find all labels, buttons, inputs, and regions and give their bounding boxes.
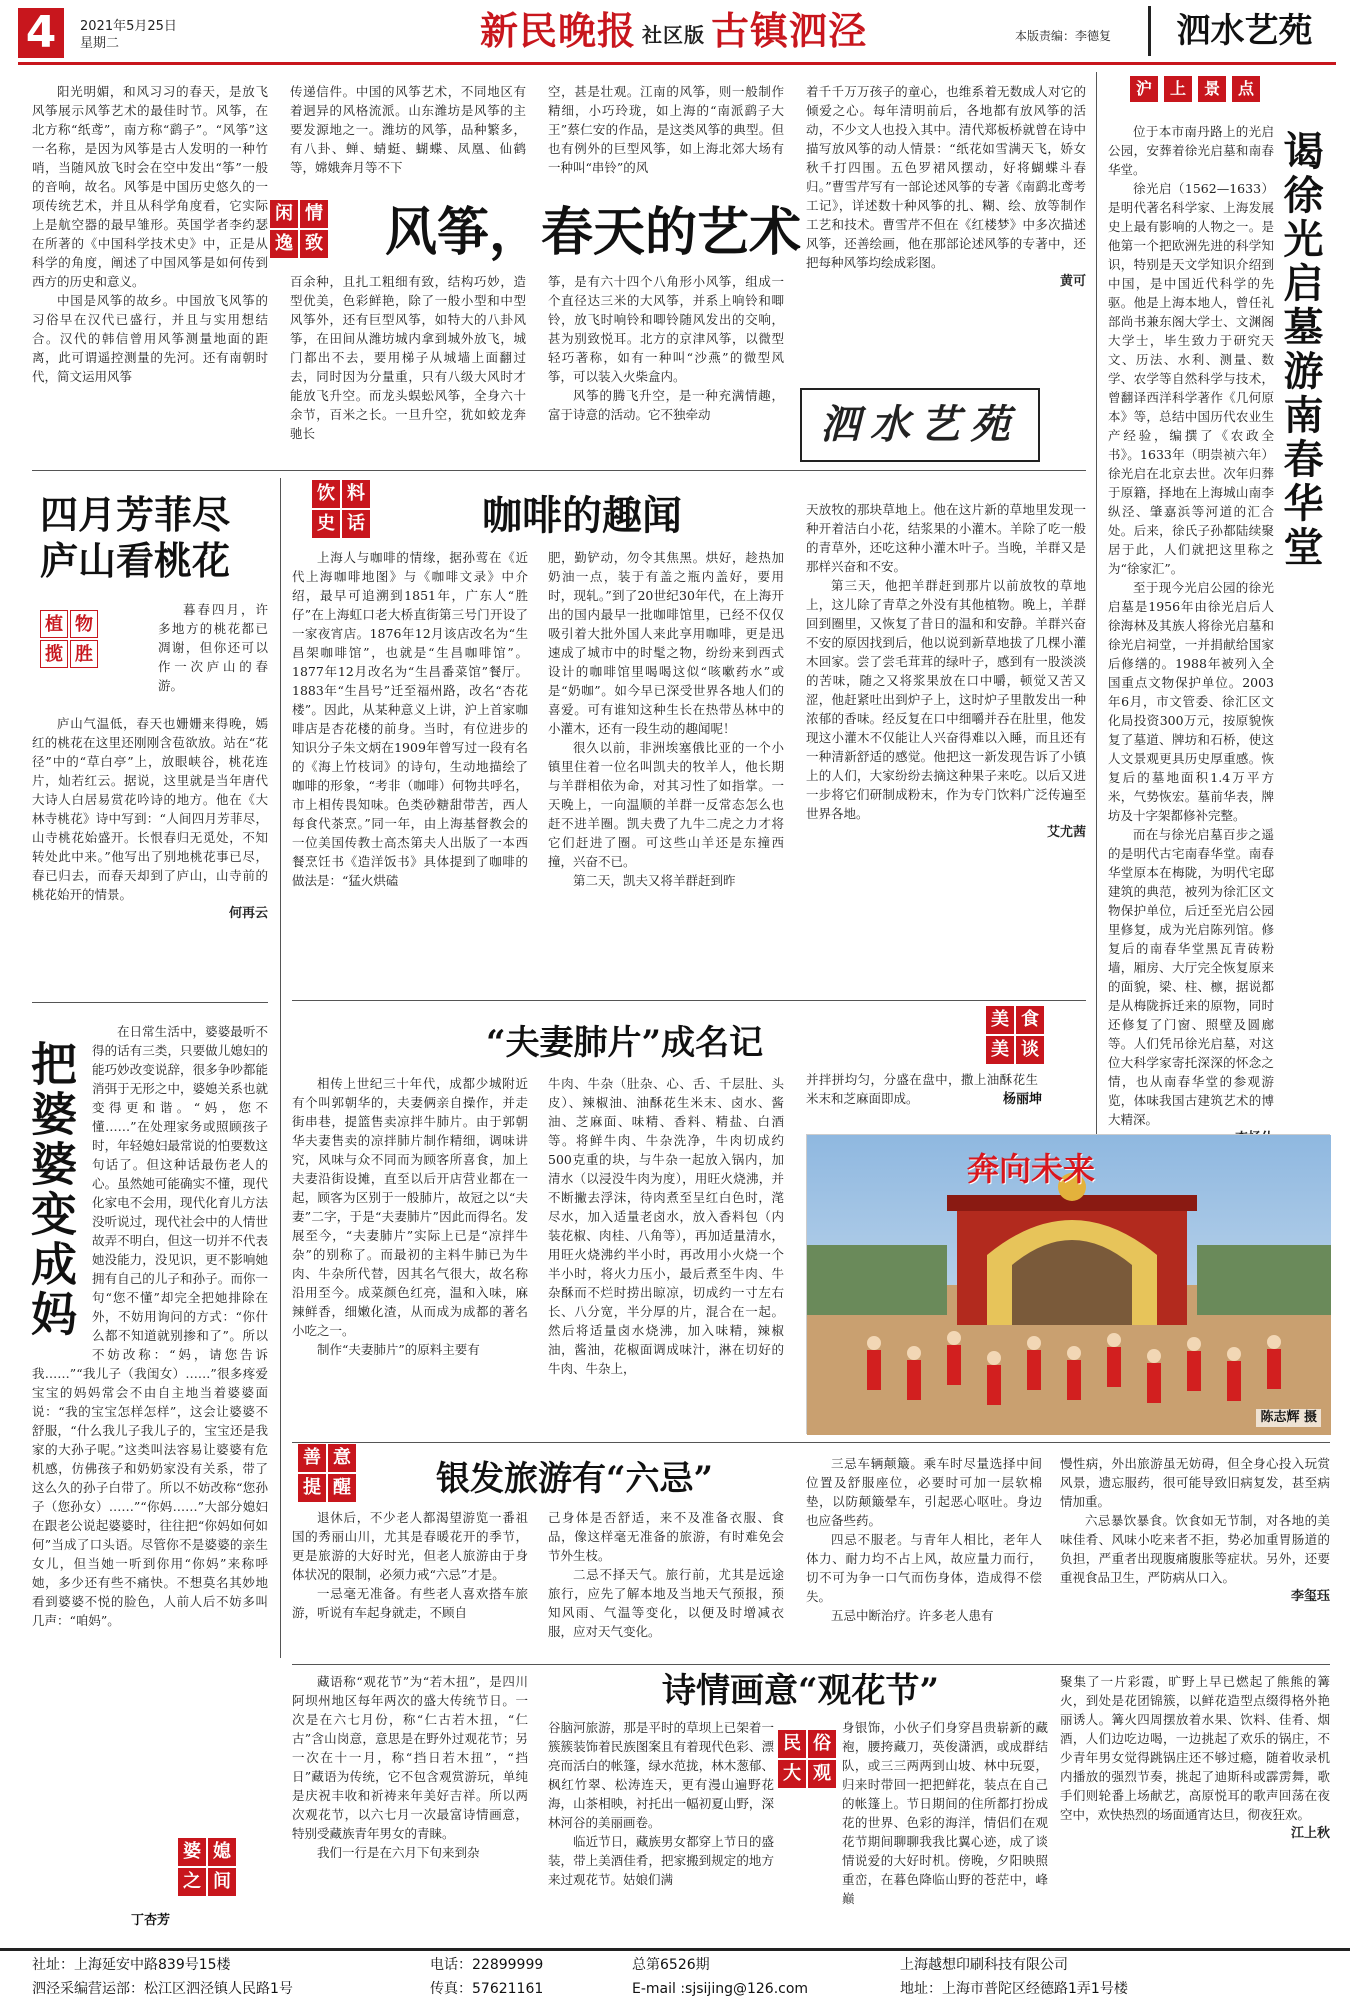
couple-col1	[292, 1074, 528, 1414]
tag-char: 美	[986, 1006, 1014, 1034]
tag-char: 意	[328, 1444, 356, 1472]
tag-char: 胜	[70, 640, 98, 668]
tag-char: 闲	[270, 200, 298, 228]
kite-col4	[806, 82, 1086, 382]
silver-para: 三忌车辆颠簸。乘车时尽量选择中间位置及舒服座位，必要时可加一层软棉垫，以防颠簸晕车，引起恶心呕吐。身边也应备些药。	[806, 1456, 1042, 1528]
footer-printer: 上海越想印刷科技有限公司	[900, 1957, 1068, 1973]
peach-title	[40, 492, 270, 584]
peach-body	[32, 714, 268, 994]
tag-char: 食	[1016, 1006, 1044, 1034]
tag-char: 逸	[270, 230, 298, 258]
tag-char: 谈	[1016, 1036, 1044, 1064]
divider	[32, 470, 1086, 471]
tag-char: 间	[208, 1868, 236, 1896]
tag-char: 饮	[312, 480, 340, 508]
flower-tag	[778, 1730, 836, 1788]
footer-address: 社址：上海延安中路839号15楼	[32, 1957, 231, 1973]
kite-col2a	[290, 82, 526, 175]
couple-para: 制作“夫妻肺片”的原料主要有	[317, 1342, 480, 1357]
tag-char: 俗	[808, 1730, 836, 1758]
tag-char: 情	[300, 200, 328, 228]
tag-char: 民	[778, 1730, 806, 1758]
silver-col4	[1060, 1454, 1330, 1658]
mil-tag	[178, 1838, 236, 1896]
footer-issue: 总第6526期	[632, 1957, 710, 1973]
kite-para: 传递信件。中国的风筝艺术，不同地区有着迥异的风格流派。山东潍坊是风筝的主要发源地之一。潍坊的风筝，品种繁多，有八卦、蝉、蜻蜓、蝴蝶、凤凰、仙鹤等，嫦娥奔月等不下	[290, 84, 526, 175]
flower-col2	[548, 1718, 774, 1942]
peach-title-line2: 庐山看桃花	[40, 538, 231, 583]
kite-para: 阳光明媚，和风习习的春天，是放飞风筝展示风筝艺术的最佳时节。风筝，在北方称“纸鸢”，南方称“鹞子”。“风筝”这一名称，是因为风筝是古人发明的一种竹哨，当随风放飞时会在空中发出“筝”一般的音响，故名。风筝是中国历史悠久的一项传统艺术，并且从科学角度看，它实际上是航空器的最早雏形。英国学者李约瑟在所著的《中国科学技术史》中，正是从科学的角度，阐述了中国风筝是如何传到西方的历史和意义。	[32, 84, 268, 289]
tag-char: 醒	[328, 1474, 356, 1502]
tag-char: 提	[298, 1474, 326, 1502]
section-stamp: 泗水艺苑	[800, 388, 1040, 462]
kite-para: 筝，是有六十四个八角形小风筝，组成一个直径达三米的大风筝，并系上响铃和唧铃，放飞时响铃和唧铃随风发出的交响，甚为别致悦耳。北方的京津风筝，以微型轻巧著称，如有一种叫“沙燕”的微型风筝，可以装入火柴盒内。	[548, 274, 784, 384]
silver-title: 银发旅游有“六忌”	[436, 1459, 714, 1499]
tomb-para: 徐光启（1562—1633）是明代著名科学家、上海发展史上最有影响的人物之一。是他第一个把欧洲先进的科学知识，特别是天文学知识介绍到中国，是中国近代科学的先驱。他是上海本地人，曾任礼部尚书兼东阁大学士、文渊阁大学士，毕生致力于研究天文、历法、水利、测量、数学、农学等自然科学与技术，曾翻译西洋科学著作《几何原本》等，总结中国历代农业生产经验，编撰了《农政全书》。1633年（明崇祯六年）徐光启在北京去世。次年归葬于原籍，择地在上海城山南李纵泾、肇嘉浜等河道的汇合处。后来，徐氏子孙都陆续聚居于此，人们就把这里称之为“徐家汇”。	[1108, 181, 1274, 576]
coffee-para: 肥，勤铲动，勿令其焦黑。烘好，趁热加奶油一点，装于有盖之瓶内盖好，要用时，现轧。”到了20世纪30年代，在上海开出的国内最早一批咖啡馆里，已经不仅仅吸引着大批外国人来此享用咖啡，更是迅速成了城市中的时髦之物，纷纷来到西式设计的咖啡馆里喝喝这似“咳嗽药水”或是“奶咖”。如今早已深受世界各地人们的喜爱。可有谁知这种生长在热带丛林中的小灌木，还有一段生动的趣闻呢！	[548, 550, 784, 736]
issue-date	[80, 18, 177, 52]
kite-col1	[32, 82, 268, 462]
tag-char: 美	[986, 1036, 1014, 1064]
couple-para: 并拌拼均匀，分盛在盘中，撒上油酥花生米末和芝麻面即成。	[806, 1072, 1038, 1106]
peach-para: 暮春四月，许多地方的桃花都已凋谢，但你还可以作一次庐山的春游。	[158, 602, 268, 693]
divider	[292, 1664, 1330, 1665]
kite-para: 中国是风筝的故乡。中国放飞风筝的习俗早在汉代已盛行，并且与实用想结合。汉代的韩信曾用风筝测量地面的距离，此可谓遥控测量的先河。还有南朝时代，简文运用风筝	[32, 293, 268, 384]
kite-col2b	[290, 272, 526, 462]
silver-para: 慢性病，外出旅游虽无妨碍，但全身心投入玩赏风景，遗忘服药，很可能导致旧病复发，甚至病情加重。	[1060, 1456, 1330, 1509]
chip-char: 点	[1232, 76, 1260, 102]
kite-tag	[270, 200, 328, 258]
couple-col2	[548, 1074, 784, 1414]
footer	[0, 1948, 1350, 2001]
couple-tag	[986, 1006, 1044, 1064]
edition-label: 社区版	[642, 22, 706, 47]
tag-char: 话	[342, 510, 370, 538]
silver-col3	[806, 1454, 1042, 1658]
couple-para: 相传上世纪三十年代，成都少城附近有个叫郭朝华的，夫妻俩亲自操作，并走街串巷，提篮售卖凉拌牛肺片。由于郭朝华夫妻售卖的凉拌肺片制作精细，调味讲究，风味与众不同而为顾客所喜食，加上夫妻沿街设摊，直至以后开店营业都在一起，顾客为区别于一般肺片，故冠之以“夫妻”二字，于是“夫妻肺片”因此而得名。发展至今，“夫妻肺片”实际上已是“凉拌牛杂”的别称了。而最初的主料牛肺已为牛肉、牛杂所代替，因其名气很大，故名称沿用至今。成菜颜色红亮，温和入味，麻辣鲜香，细嫩化渣，从而成为成都的著名小吃之一。	[292, 1076, 528, 1338]
couple-title: “夫妻肺片”成名记	[486, 1023, 764, 1063]
masthead	[480, 6, 867, 60]
silver-para: 己身体是否舒适，来不及准备衣服、食品，像这样毫无准备的旅游，有时难免会节外生枝。	[548, 1510, 784, 1563]
flower-col1	[292, 1672, 528, 1942]
flower-para: 我们一行是在六月下旬来到杂	[317, 1845, 480, 1860]
tag-char: 揽	[40, 640, 68, 668]
tag-char: 物	[70, 610, 98, 638]
couple-para: 牛肉、牛杂（肚杂、心、舌、千层肚、头皮）、辣椒油、油酥花生米末、卤水、酱油、芝麻面、味精、香料、精盐、白酒等。将鲜牛肉、牛杂洗净，牛肉切成约500克重的块，与牛杂一起放入锅内，加清水（以浸没牛肉为度），用旺火烧沸，并不断撇去浮沫，待肉煮至呈红白色时，滗尽水，加入适量老卤水，放入香料包（内装花椒、肉桂、八角等），再加适量清水，用旺火烧沸约半小时，再改用小火烧一个半小时，将火力压小，最后煮至牛肉、牛杂酥而不烂时捞出晾凉，切成约一寸左右长、八分宽，半分厚的片，混合在一起。然后将适量卤水烧沸，加入味精，辣椒油，酱油，花椒面调成味汁，淋在切好的牛肉、牛杂上，	[548, 1076, 784, 1376]
kite-col3a	[548, 82, 784, 175]
mil-para: 在日常生活中，婆婆最听不得的话有三类，只要做儿媳妇的能巧妙改变说辞，很多争吵都能消弭于无形之中，婆媳关系也就变得更和谐。“妈，您不懂……”在处理家务或照顾孩子时，年轻媳妇最常说的怕要数这句话了。但这种话最伤老人的心。虽然她可能确实不懂，现代化家电不会用，现代化育儿方法没听说过，现代社会中的人情世故弄不明白，但这一切并不代表她没能力，没见识，更不影响她拥有自己的儿子和孙子。而你一句“您不懂”却完全把她排除在外，不妨用询问的方式：“你什么都不知道就别掺和了”。所以不妨改称：“妈，请您告诉我……”“我儿子（我闺女）……”很多疼爱宝宝的妈妈常会不由自主地当着婆婆面说：“我的宝宝怎样怎样”，这会让婆婆不舒服，“什么我儿子我儿子的，宝宝还是我家的大孙子呢。”这类叫法容易让婆婆有危机感，仿佛孩子和奶奶家没有关系，带了这么久的孙子白带了。所以不妨改称“您孙子（您孙女）……”“你妈……”大部分媳妇在跟老公说起婆婆时，往往把“你妈如何如何”当成了口头语。尽管你不是婆婆的亲生女儿，但当她一听到你用“你妈”来称呼她，多少还有些不痛快。不想莫名其妙地看到婆婆不悦的脸色，人前人后不妨多叫几声：“咱妈”。	[32, 1024, 268, 1628]
kite-para: 百余种，且扎工粗细有致，结构巧妙，造型优美，色彩鲜艳，除了一般小型和中型风筝外，还有巨型风筝，如特大的八卦风筝，在田间从潍坊城内拿到城外放飞，城门都出不去，要用梯子从城墙上面翻过去，同时因为分量重，只有八级大风时才能放飞升空。而龙头蜈蚣风筝，全身六十余节，百米之长。一旦升空，犹如蛟龙奔驰长	[290, 274, 526, 441]
divider	[32, 1002, 268, 1003]
mil-body	[32, 1022, 268, 1898]
flower-author: 江上秋	[1290, 1826, 1330, 1841]
tomb-para: 位于本市南丹路上的光启公园，安葬着徐光启墓和南春华堂。	[1108, 124, 1274, 177]
kite-para: 着千千万万孩子的童心，也维系着无数成人对它的倾爱之心。每年清明前后，各地都有放风筝的活动，不少文人也投入其中。清代郑板桥就曾在诗中描写放风筝的动人情景：“纸花如雪满天飞，娇女秋千打四围。五色罗裙风摆动，好将蝴蝶斗春归。”曹雪芹写有一部论述风筝的专著《南鹞北鸢考工记》，详述数十种风筝的扎、糊、绘、放等制作工艺和技术。曹雪芹不但在《红楼梦》中多次描述风筝，还善绘画，他在那部论述风筝的专著中，还把每种风筝均绘成彩图。	[806, 84, 1086, 270]
coffee-tag	[312, 480, 370, 538]
coffee-para: 第二天，凯夫又将羊群赶到昨	[573, 873, 736, 888]
photo-caption: 奔向未来	[967, 1150, 1096, 1188]
flower-col3	[842, 1718, 1048, 1942]
mil-author: 丁杏芳	[130, 1913, 170, 1928]
paper-name: 新民晚报	[480, 8, 637, 53]
coffee-title: 咖啡的趣闻	[482, 492, 682, 539]
coffee-col3	[806, 500, 1086, 990]
chip-char: 景	[1198, 76, 1226, 102]
silver-para: 四忌不服老。与青年人相比，老年人体力、耐力均不占上风，故应量力而行，切不可为争一口气而伤身体，造成得不偿失。	[806, 1532, 1042, 1604]
header-rule	[18, 62, 1336, 65]
footer-email[interactable]: E-mail :sjsijing@126.com	[632, 1981, 809, 1997]
tag-char: 之	[178, 1868, 206, 1896]
footer-tel: 电话：22899999	[430, 1957, 544, 1973]
chip-char: 上	[1164, 76, 1192, 102]
flower-para: 临近节日，藏族男女都穿上节日的盛装，带上美酒佳肴，把家搬到规定的地方来过观花节。姑娘们满	[548, 1834, 774, 1887]
parade-photo	[806, 1134, 1330, 1434]
silver-tag	[298, 1444, 356, 1502]
silver-col2	[548, 1508, 784, 1658]
tag-char: 植	[40, 610, 68, 638]
tag-char: 大	[778, 1760, 806, 1788]
date-text: 2021年5月25日	[80, 19, 177, 34]
tag-char: 观	[808, 1760, 836, 1788]
couple-author: 杨丽坤	[1002, 1092, 1042, 1107]
tomb-para: 至于现今光启公园的徐光启墓是1956年由徐光启后人徐海林及其族人将徐光启墓和徐光启祠堂，一并捐献给国家后修缮的。1988年被列入全国重点文物保护单位。2003年6月，市文管委、徐汇区文化局投资300万元，按原貌恢复了墓道、牌坊和石桥，使这人文景观更具历史厚重感。恢复后的墓地面积1.4万平方米，气势恢宏。墓前华表，牌坊及十字架都修补完整。	[1108, 580, 1274, 823]
kite-para: 风筝的腾飞升空，是一种充满情趣，富于诗意的活动。它不独牵动	[548, 388, 784, 422]
flower-para: 身银饰，小伙子们身穿昌贵崭新的藏袍，腰挎藏刀，英俊潇洒，或成群结队，或三三两两到山坡、林中玩耍，归来时带回一把把鲜花，装点在自己的帐篷上。节日期间的住所都打扮成花的世界、色彩的海洋，情侣们在观花节期间聊聊我我比翼心迹，成了谈情说爱的大好时机。傍晚，夕阳映照重峦，在暮色降临山野的苍茫中，峰巅	[842, 1720, 1048, 1906]
peach-para: 庐山气温低，春天也姗姗来得晚，嫣红的桃花在这里还刚刚含苞欲放。站在“花径”中的“草白亭”上，放眼峡谷，桃花连片，灿若红云。据说，这里就是当年唐代大诗人白居易赏花吟诗的地方。他在《大林寺桃花》诗中写到：“人间四月芳菲尽，山寺桃花始盛开。长恨春归无觅处，不知转处此中来。”他写出了别地桃花事已尽，春已归去，而春天却到了庐山，山寺前的桃花始开的情景。	[32, 716, 268, 902]
flower-para: 藏语称“观花节”为“若木扭”，是四川阿坝州地区每年两次的盛大传统节日。一次是在六七月份，称“仁古若木扭，“仁古”含山岗意，意思是在野外过观花节；另一次在十一月，称“挡日若木扭”，“挡日”藏语为传统，它不包含观赏游玩，单纯是庆祝丰收和祈祷来年美好吉祥。所以两次观花节，以六七月一次最富诗情画意，特别受藏族青年男女的青睐。	[292, 1674, 528, 1841]
tag-char: 料	[342, 480, 370, 508]
coffee-para: 第三天，他把羊群赶到那片以前放牧的草地上，这儿除了青草之外没有其他植物。晚上，羊群回到圈里，又恢复了昔日的温和和安静。羊群兴奋不安的原因找到后，他以说到新草地拔了几棵小灌木回家。尝了尝毛茸茸的绿叶子，感到有一股淡淡的苦味，随之又将浆果放在口中嚼，顿觉又苦又涩，他赶紧吐出到炉子上，这时炉子里散发出一种浓郁的香味。经反复在口中细嚼并吞在肚里，他发现这小灌木不仅能让人兴奋得难以入睡，而且还有一种清新舒适的感觉。他把这一新发现告诉了小镇上的人们，大家纷纷去摘这种果子来吃。以后又进一步将它们研制成粉末，作为专门饮料广泛传遍至世界各地。	[806, 578, 1086, 821]
flower-title: 诗情画意“观花节”	[662, 1671, 940, 1711]
divider	[292, 1442, 1330, 1443]
mil-title-space	[32, 1022, 92, 1352]
coffee-col2	[548, 548, 784, 988]
photo-credit: 陈志辉 摄	[1256, 1409, 1321, 1427]
mil-title: 把婆婆变成妈	[24, 1040, 78, 1340]
town-name: 古镇泗泾	[711, 8, 868, 53]
tomb-col	[1108, 122, 1274, 1202]
kite-author: 黄可	[1059, 274, 1086, 289]
tomb-chips	[1130, 76, 1260, 102]
footer-fax: 传真：57621161	[430, 1981, 544, 1997]
peach-tag	[40, 610, 98, 668]
editor-credit: 本版责编：李德复	[1015, 29, 1112, 43]
flower-para: 聚集了一片彩霞，旷野上早已燃起了熊熊的篝火，到处是花团锦簇，以鲜花造型点缀得格外艳丽诱人。篝火四周摆放着水果、饮料、佳肴、烟酒，人们边吃边喝，一边挑起了欢乐的锅庄，不少青年男女觉得跳锅庄还不够过瘾，随着收录机内播放的强烈节奏，挑起了迪斯科或霹雳舞，歌手们则轮番上场献艺，高原悦耳的歌声回荡在夜空中，欢快热烈的场面通宵达旦，彻夜狂欢。	[1060, 1674, 1330, 1822]
kite-title: 风筝，春天的艺术	[385, 202, 802, 263]
tag-char: 致	[300, 230, 328, 258]
peach-author: 何再云	[228, 906, 268, 921]
silver-para: 一忌毫无准备。有些老人喜欢搭车旅游，听说有车起身就走，不顾自	[292, 1586, 528, 1620]
silver-para: 退休后，不少老人都渴望游览一番祖国的秀丽山川，尤其是春暖花开的季节，更是旅游的大好时光，但老人旅游由于身体状况的限制，必须力戒“六忌”才是。	[292, 1510, 528, 1582]
silver-para: 二忌不择天气。旅行前，尤其是远途旅行，应先了解本地及当地天气预报，预知风雨、气温等变化，以便及时增减衣服，应对天气变化。	[548, 1567, 784, 1639]
silver-col1	[292, 1508, 528, 1658]
coffee-para: 很久以前，非洲埃塞俄比亚的一个小镇里住着一位名叫凯夫的牧羊人，他长期与羊群相依为命，对其习性了如指掌。一天晚上，一向温顺的羊群一反常态怎么也赶不进羊圈。凯夫费了九牛二虎之力才将它们赶进了圈。可这些山羊还是东撞西撞，兴奋不已。	[548, 740, 784, 869]
divider	[1096, 72, 1097, 1212]
footer-printer-address: 地址：上海市普陀区经德路1弄1号楼	[900, 1981, 1128, 1997]
coffee-para: 上海人与咖啡的情缘，据孙莺在《近代上海咖啡地图》与《咖啡文录》中介绍，最早可追溯到1851年，广东人“胜仔”在上海虹口老大桥直街第三号门开设了一家夜宵店。1876年12月该店改名为“生昌架咖啡馆”，也就是“生昌咖啡馆”。1877年12月改名为“生昌番菜馆”餐厅。1883年“生昌号”迁至福州路，改名“杏花楼”。因此，从某种意义上讲，沪上首家咖啡店是杏花楼的前身。当时，有位进步的知识分子朱文炳在1909年曾写过一段有名的《海上竹枝词》的诗句，生动地描绘了咖啡的形象，“考非（咖啡）何物共呼名，市上相传畏知味。色类砂糖甜带苦，西人每食代茶烹。”同一年，由上海基督教会的一位美国传教士高杰第夫人出版了一本西餐烹饪书《造洋饭书》具体提到了咖啡的做法是：“猛火烘磕	[292, 550, 528, 888]
footer-branch-address: 泗泾采编营运部：松江区泗泾镇人民路1号	[32, 1981, 293, 1997]
section-title: 泗水艺苑	[1148, 6, 1338, 56]
flower-col4	[1060, 1672, 1330, 1942]
coffee-para: 天放牧的那块草地上。他在这片新的草地里发现一种开着洁白小花，结浆果的小灌木。羊除了吃一般的青草外，还吃这种小灌木叶子。当晚，羊群又是那样兴奋和不安。	[806, 502, 1086, 574]
silver-para: 六忌暴饮暴食。饮食如无节制，对各地的美味佳肴、风味小吃来者不拒，势必加重胃肠道的负担，严重者出现腹痛腹胀等症状。另外，还要重视食品卫生，严防病从口入。	[1060, 1513, 1330, 1585]
peach-title-line1: 四月芳菲尽	[40, 492, 231, 537]
silver-author: 李玺珏	[1290, 1589, 1330, 1604]
tag-char: 婆	[178, 1838, 206, 1866]
kite-para: 空，甚是壮观。江南的风筝，则一般制作精细，小巧玲珑，如上海的“南派鹞子大王”蔡仁安的作品，是这类风筝的典型。但也有例外的巨型风筝，如上海北郊大场有一种叫“串铃”的风	[548, 84, 784, 175]
tag-char: 媳	[208, 1838, 236, 1866]
page-number: 4	[18, 8, 64, 58]
weekday-text: 星期二	[80, 36, 120, 51]
kite-col3b	[548, 272, 784, 462]
coffee-col1	[292, 548, 528, 988]
flower-para: 谷脑河旅游，那是平时的草坝上已架着一簇簇装饰着民族图案且有着现代色彩、漂亮而活白的帐篷，绿水范拢，林木葱郁、枫红竹翠、松涛连天，更有漫山遍野花海，山茶相映，衬托出一幅初夏山野，深林河谷的美丽画卷。	[548, 1720, 774, 1830]
tag-char: 史	[312, 510, 340, 538]
tag-char: 善	[298, 1444, 326, 1472]
coffee-author: 艾尤茜	[1046, 825, 1086, 840]
peach-intro	[158, 600, 268, 714]
silver-para: 五忌中断治疗。许多老人患有	[831, 1608, 994, 1623]
divider	[280, 478, 281, 1658]
chip-char: 沪	[1130, 76, 1158, 102]
tomb-para: 而在与徐光启墓百步之遥的是明代古宅南春华堂。南春华堂原本在梅陇，为明代宅邸建筑的典范，被列为徐汇区文物保护单位，后迁至光启公园里修复，成为光启陈列馆。修复后的南春华堂黑瓦青砖粉墙，厢房、大厅完全恢复原来的面貌，梁、柱、檩，据说都是从梅陇拆迁来的原物，同时还修复了门窗、照壁及圆廊等。人们凭吊徐光启墓，对这位大科学家寄托深深的怀念之情，也从南春华堂的参观游览，体味我国古建筑艺术的博大精深。	[1108, 827, 1274, 1127]
tomb-title: 谒徐光启墓游南春华堂	[1277, 130, 1324, 570]
divider	[292, 1000, 1086, 1001]
